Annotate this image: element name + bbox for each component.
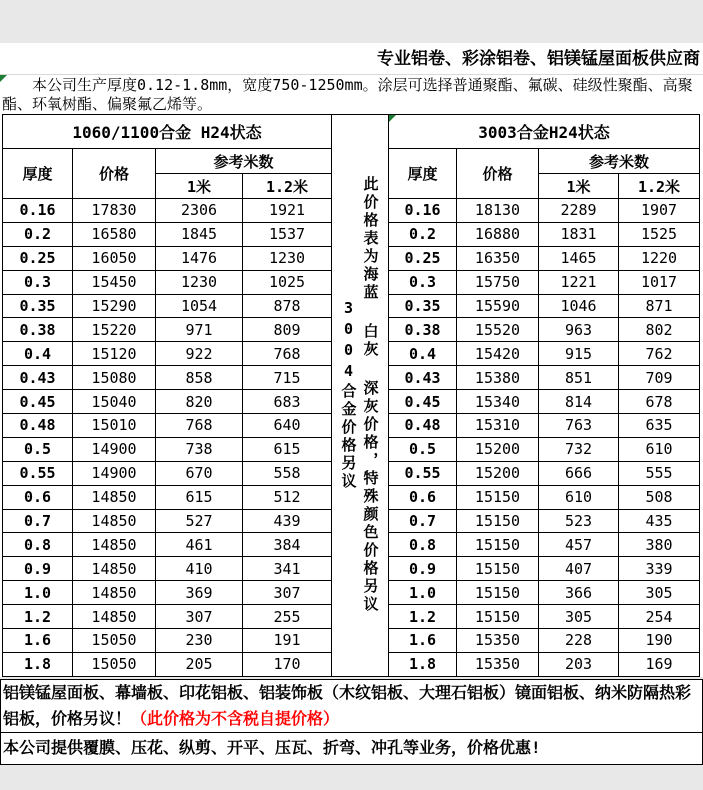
table-row: [389, 270, 700, 294]
table-row: [389, 509, 700, 533]
thickness-cell: 1.2: [3, 605, 73, 629]
thickness-cell: 0.3: [389, 270, 457, 294]
meters-1m-cell: 1476: [156, 246, 243, 270]
table-row: [3, 342, 332, 366]
table-row: [3, 533, 332, 557]
meters-1-2m-cell: 615: [243, 437, 332, 461]
thickness-cell: 0.16: [389, 199, 457, 223]
table-row: [3, 222, 332, 246]
price-cell: 15080: [73, 366, 156, 390]
meters-1m-cell: 457: [539, 533, 619, 557]
thickness-cell: 0.7: [3, 509, 73, 533]
price-cell: 16350: [457, 246, 539, 270]
meters-1-2m-cell: 878: [243, 294, 332, 318]
meters-1-2m-cell: 809: [243, 318, 332, 342]
table-title-3003: [389, 115, 700, 149]
price-cell: 15200: [457, 461, 539, 485]
table-row: [3, 199, 332, 223]
col-header-thickness: 厚度: [389, 149, 457, 199]
table-row: [389, 294, 700, 318]
meters-1-2m-cell: 640: [243, 414, 332, 438]
meters-1m-cell: 1221: [539, 270, 619, 294]
meters-1m-cell: 228: [539, 629, 619, 653]
meters-1m-cell: 1831: [539, 222, 619, 246]
meters-1-2m-cell: 1907: [619, 199, 700, 223]
meters-1-2m-cell: 512: [243, 485, 332, 509]
color-note-cell: [332, 114, 388, 677]
meters-1m-cell: 307: [156, 605, 243, 629]
table-row: [389, 652, 700, 676]
thickness-cell: 0.25: [3, 246, 73, 270]
table-row: [389, 246, 700, 270]
col-header-reference-meters: 参考米数: [156, 149, 332, 174]
thickness-cell: 0.43: [389, 366, 457, 390]
meters-1m-cell: 858: [156, 366, 243, 390]
table-row: [389, 366, 700, 390]
meters-1-2m-cell: 709: [619, 366, 700, 390]
price-cell: 15340: [457, 390, 539, 414]
meters-1m-cell: 205: [156, 652, 243, 676]
thickness-cell: 0.2: [3, 222, 73, 246]
meters-1m-cell: 230: [156, 629, 243, 653]
thickness-cell: 0.6: [3, 485, 73, 509]
intro-cell: [0, 75, 703, 114]
thickness-cell: 0.55: [389, 461, 457, 485]
meters-1m-cell: 922: [156, 342, 243, 366]
meters-1-2m-cell: 1525: [619, 222, 700, 246]
thickness-cell: 0.3: [3, 270, 73, 294]
meters-1-2m-cell: 1921: [243, 199, 332, 223]
table-row: [389, 461, 700, 485]
price-cell: 15050: [73, 629, 156, 653]
table-row: [389, 414, 700, 438]
price-cell: 15420: [457, 342, 539, 366]
meters-1-2m-cell: 555: [619, 461, 700, 485]
meters-1m-cell: 410: [156, 557, 243, 581]
price-cell: 15350: [457, 652, 539, 676]
meters-1m-cell: 666: [539, 461, 619, 485]
table-row: [3, 485, 332, 509]
table-title-3003-text: 3003合金H24状态: [478, 123, 610, 142]
thickness-cell: 1.0: [389, 581, 457, 605]
thickness-cell: 0.8: [3, 533, 73, 557]
meters-1-2m-cell: 1537: [243, 222, 332, 246]
meters-1m-cell: 732: [539, 437, 619, 461]
price-cell: 16880: [457, 222, 539, 246]
products-note-text: 铝镁锰屋面板、幕墙板、印花铝板、铝装饰板（木纹铝板、大理石铝板）镜面铝板、纳米防隔热彩铝板，价格另议！: [3, 682, 692, 728]
cell-flag-icon: [0, 75, 7, 82]
thickness-cell: 1.8: [3, 652, 73, 676]
table-title-1060: 1060/1100合金 H24状态: [3, 115, 332, 149]
thickness-cell: 0.5: [3, 437, 73, 461]
table-row: [389, 581, 700, 605]
meters-1-2m-cell: 255: [243, 605, 332, 629]
meters-1m-cell: 763: [539, 414, 619, 438]
meters-1m-cell: 615: [156, 485, 243, 509]
table-row: [3, 509, 332, 533]
price-cell: 14900: [73, 461, 156, 485]
table-row: [3, 294, 332, 318]
cell-flag-icon: [389, 115, 396, 122]
price-cell: 14850: [73, 581, 156, 605]
price-cell: 14850: [73, 485, 156, 509]
thickness-cell: 0.48: [389, 414, 457, 438]
meters-1m-cell: 407: [539, 557, 619, 581]
meters-1-2m-cell: 1025: [243, 270, 332, 294]
meters-1m-cell: 369: [156, 581, 243, 605]
price-table-1060-1100: [2, 114, 332, 677]
meters-1m-cell: 1230: [156, 270, 243, 294]
meters-1-2m-cell: 683: [243, 390, 332, 414]
table-row: [389, 437, 700, 461]
meters-1-2m-cell: 1220: [619, 246, 700, 270]
col-header-1-2m: 1.2米: [619, 174, 700, 199]
thickness-cell: 0.16: [3, 199, 73, 223]
meters-1m-cell: 2289: [539, 199, 619, 223]
thickness-cell: 0.9: [389, 557, 457, 581]
table-row: [389, 390, 700, 414]
col-header-thickness: 厚度: [3, 149, 73, 199]
col-header-1m: 1米: [539, 174, 619, 199]
meters-1m-cell: 2306: [156, 199, 243, 223]
price-cell: 17830: [73, 199, 156, 223]
table-row: [3, 390, 332, 414]
thickness-cell: 0.2: [389, 222, 457, 246]
meters-1m-cell: 971: [156, 318, 243, 342]
top-gray-margin: [0, 0, 703, 43]
price-cell: 15050: [73, 652, 156, 676]
meters-1-2m-cell: 170: [243, 652, 332, 676]
price-cell: 15750: [457, 270, 539, 294]
price-cell: 14850: [73, 533, 156, 557]
meters-1m-cell: 305: [539, 605, 619, 629]
price-table-3003: [388, 114, 700, 677]
table-row: [3, 246, 332, 270]
meters-1m-cell: 610: [539, 485, 619, 509]
thickness-cell: 0.5: [389, 437, 457, 461]
price-cell: 15520: [457, 318, 539, 342]
table-row: [3, 461, 332, 485]
meters-1-2m-cell: 254: [619, 605, 700, 629]
color-price-note: 此价格表为海蓝 白灰 深灰价格，特殊颜色价格另议: [361, 176, 380, 615]
meters-1-2m-cell: 190: [619, 629, 700, 653]
price-cell: 18130: [457, 199, 539, 223]
price-cell: 15040: [73, 390, 156, 414]
thickness-cell: 0.8: [389, 533, 457, 557]
services-note-cell: 本公司提供覆膜、压花、纵剪、开平、压瓦、折弯、冲孔等业务，价格优惠!: [0, 733, 703, 765]
table-row: [3, 605, 332, 629]
price-cell: 14850: [73, 509, 156, 533]
table-row: [3, 366, 332, 390]
table-row: [389, 605, 700, 629]
meters-1-2m-cell: 768: [243, 342, 332, 366]
meters-1m-cell: 851: [539, 366, 619, 390]
col-header-price: 价格: [457, 149, 539, 199]
table-row: [3, 629, 332, 653]
table-row: [389, 318, 700, 342]
table-row: [3, 414, 332, 438]
meters-1m-cell: 768: [156, 414, 243, 438]
meters-1-2m-cell: 715: [243, 366, 332, 390]
price-cell: 14900: [73, 437, 156, 461]
meters-1m-cell: 461: [156, 533, 243, 557]
price-cell: 15590: [457, 294, 539, 318]
meters-1-2m-cell: 380: [619, 533, 700, 557]
table-row: [3, 270, 332, 294]
meters-1-2m-cell: 1230: [243, 246, 332, 270]
meters-1m-cell: 527: [156, 509, 243, 533]
meters-1m-cell: 1465: [539, 246, 619, 270]
meters-1-2m-cell: 439: [243, 509, 332, 533]
meters-1m-cell: 738: [156, 437, 243, 461]
meters-1-2m-cell: 341: [243, 557, 332, 581]
thickness-cell: 0.9: [3, 557, 73, 581]
meters-1-2m-cell: 435: [619, 509, 700, 533]
price-cell: 15450: [73, 270, 156, 294]
thickness-cell: 0.45: [3, 390, 73, 414]
price-cell: 14850: [73, 605, 156, 629]
table-row: [389, 485, 700, 509]
table-row: [3, 652, 332, 676]
thickness-cell: 0.55: [3, 461, 73, 485]
price-cell: 15150: [457, 581, 539, 605]
meters-1m-cell: 670: [156, 461, 243, 485]
col-header-price: 价格: [73, 149, 156, 199]
tax-note-text: （此价格为不含税自提价格）: [131, 708, 340, 728]
price-cell: 15310: [457, 414, 539, 438]
meters-1m-cell: 963: [539, 318, 619, 342]
table-row: [389, 557, 700, 581]
meters-1-2m-cell: 339: [619, 557, 700, 581]
table-row: [389, 533, 700, 557]
price-cell: 15150: [457, 557, 539, 581]
meters-1-2m-cell: 305: [619, 581, 700, 605]
products-note-cell: [0, 679, 703, 733]
meters-1-2m-cell: 191: [243, 629, 332, 653]
price-cell: 16580: [73, 222, 156, 246]
price-cell: 15010: [73, 414, 156, 438]
col-header-reference-meters: 参考米数: [539, 149, 700, 174]
thickness-cell: 0.25: [389, 246, 457, 270]
meters-1m-cell: 814: [539, 390, 619, 414]
price-cell: 15120: [73, 342, 156, 366]
table-body-1060: [3, 199, 332, 677]
thickness-cell: 0.35: [389, 294, 457, 318]
bottom-gray-margin: [0, 765, 703, 787]
meters-1-2m-cell: 169: [619, 652, 700, 676]
price-cell: 15150: [457, 485, 539, 509]
meters-1-2m-cell: 307: [243, 581, 332, 605]
thickness-cell: 0.4: [389, 342, 457, 366]
meters-1m-cell: 366: [539, 581, 619, 605]
thickness-cell: 1.8: [389, 652, 457, 676]
meters-1-2m-cell: 635: [619, 414, 700, 438]
col-header-1m: 1米: [156, 174, 243, 199]
thickness-cell: 0.45: [389, 390, 457, 414]
meters-1-2m-cell: 1017: [619, 270, 700, 294]
price-cell: 15150: [457, 605, 539, 629]
meters-1m-cell: 523: [539, 509, 619, 533]
thickness-cell: 1.6: [3, 629, 73, 653]
price-cell: 14850: [73, 557, 156, 581]
price-cell: 15350: [457, 629, 539, 653]
meters-1-2m-cell: 802: [619, 318, 700, 342]
price-tables-band: [0, 114, 703, 677]
price-cell: 15220: [73, 318, 156, 342]
thickness-cell: 0.6: [389, 485, 457, 509]
price-cell: 15380: [457, 366, 539, 390]
intro-text: 本公司生产厚度0.12-1.8mm，宽度750-1250mm。涂层可选择普通聚酯、氟碳、硅级性聚酯、高聚酯、环氧树酯、偏聚氟乙烯等。: [2, 76, 693, 113]
meters-1m-cell: 915: [539, 342, 619, 366]
price-cell: 16050: [73, 246, 156, 270]
meters-1m-cell: 1054: [156, 294, 243, 318]
price-cell: 15200: [457, 437, 539, 461]
meters-1-2m-cell: 678: [619, 390, 700, 414]
alloy-3004-note: 3004合金价格另议: [339, 299, 358, 492]
page-title: 专业铝卷、彩涂铝卷、铝镁锰屋面板供应商: [0, 43, 703, 75]
thickness-cell: 0.35: [3, 294, 73, 318]
table-row: [3, 557, 332, 581]
price-cell: 15150: [457, 509, 539, 533]
meters-1-2m-cell: 558: [243, 461, 332, 485]
meters-1m-cell: 820: [156, 390, 243, 414]
col-header-1-2m: 1.2米: [243, 174, 332, 199]
table-row: [389, 199, 700, 223]
thickness-cell: 0.4: [3, 342, 73, 366]
meters-1-2m-cell: 384: [243, 533, 332, 557]
thickness-cell: 0.7: [389, 509, 457, 533]
meters-1m-cell: 203: [539, 652, 619, 676]
thickness-cell: 1.6: [389, 629, 457, 653]
table-row: [3, 581, 332, 605]
price-cell: 15290: [73, 294, 156, 318]
table-row: [389, 629, 700, 653]
meters-1m-cell: 1046: [539, 294, 619, 318]
thickness-cell: 0.38: [3, 318, 73, 342]
price-cell: 15150: [457, 533, 539, 557]
thickness-cell: 1.0: [3, 581, 73, 605]
thickness-cell: 0.38: [389, 318, 457, 342]
table-row: [3, 437, 332, 461]
meters-1-2m-cell: 610: [619, 437, 700, 461]
thickness-cell: 0.48: [3, 414, 73, 438]
table-body-3003: [389, 199, 700, 677]
table-row: [3, 318, 332, 342]
thickness-cell: 1.2: [389, 605, 457, 629]
table-row: [389, 222, 700, 246]
table-row: [389, 342, 700, 366]
meters-1-2m-cell: 508: [619, 485, 700, 509]
meters-1-2m-cell: 762: [619, 342, 700, 366]
meters-1-2m-cell: 871: [619, 294, 700, 318]
thickness-cell: 0.43: [3, 366, 73, 390]
meters-1m-cell: 1845: [156, 222, 243, 246]
